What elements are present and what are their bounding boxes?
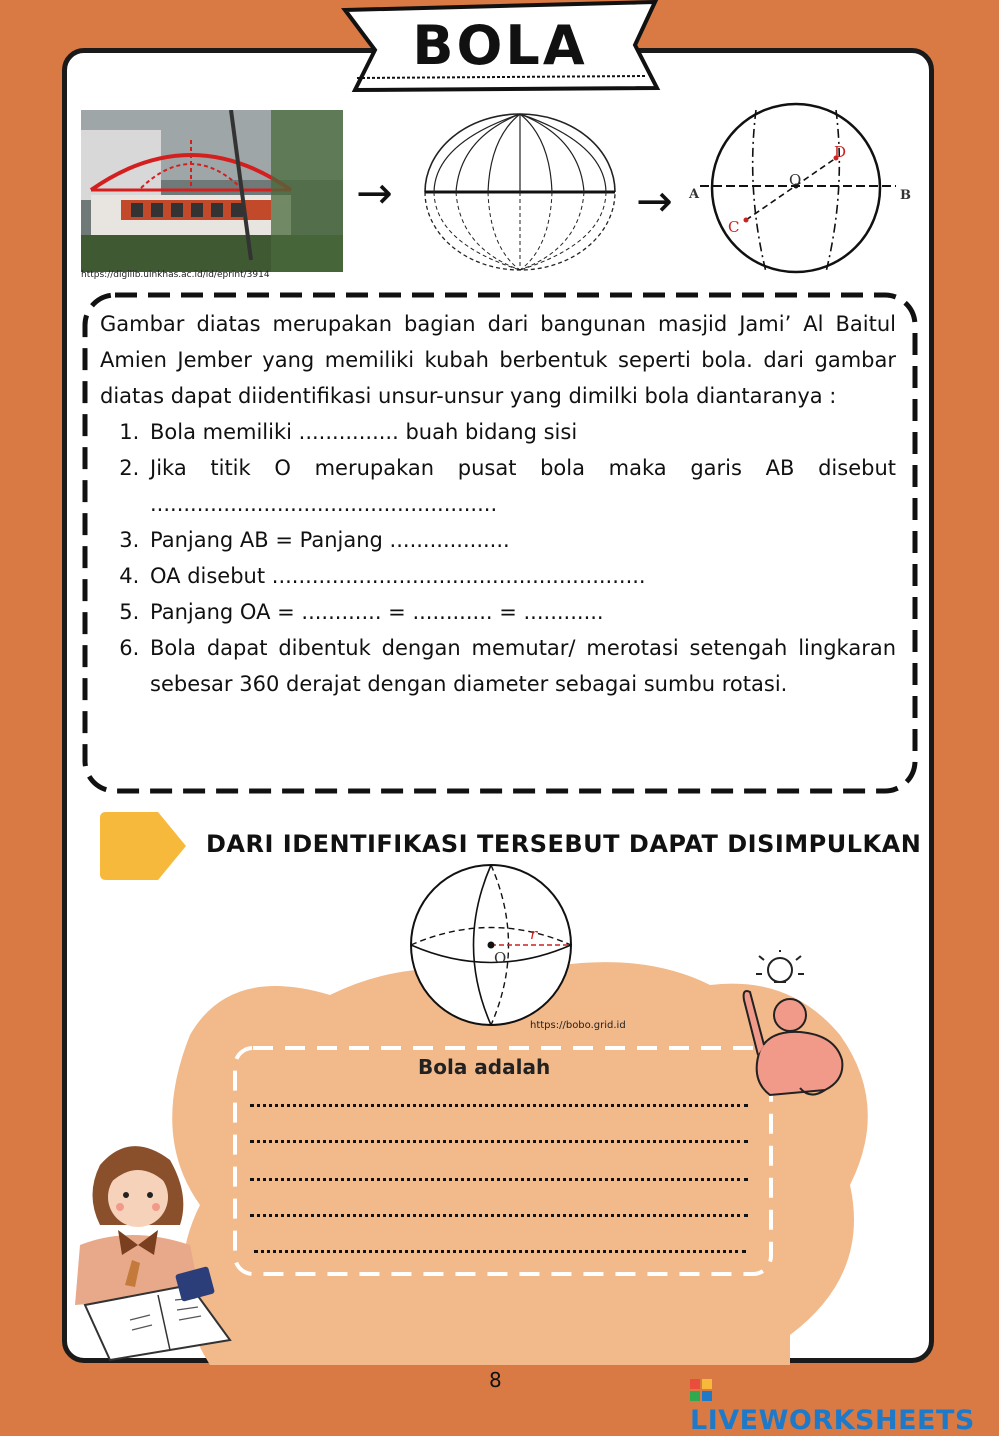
heading-tag-shape bbox=[100, 812, 186, 880]
list-item: 4. OA disebut ........................................................ bbox=[146, 558, 896, 594]
center-label: O bbox=[494, 949, 507, 967]
point-o-label: O bbox=[789, 171, 802, 189]
answer-line[interactable] bbox=[250, 1214, 748, 1217]
photo-credit: https://digilib.uinkhas.ac.id/id/eprint/3914 bbox=[81, 270, 270, 280]
list-item: 2. Jika titik O merupakan pusat bola maka garis AB disebut .................................................... bbox=[146, 450, 896, 522]
brand-logo bbox=[690, 1374, 999, 1436]
sphere-radius-diagram bbox=[408, 862, 578, 1032]
page-title: BOLA bbox=[412, 14, 588, 77]
identification-text bbox=[100, 306, 896, 702]
arrow-right-icon: → bbox=[636, 176, 673, 227]
sphere-image-credit: https://bobo.grid.id bbox=[530, 1020, 626, 1031]
element-list bbox=[100, 414, 896, 702]
list-item: 1. Bola memiliki ............... buah bidang sisi bbox=[146, 414, 896, 450]
point-a-label: A bbox=[689, 187, 700, 202]
brand-icon bbox=[690, 1379, 712, 1401]
answer-line[interactable] bbox=[250, 1140, 748, 1143]
list-item: 6. Bola dapat dibentuk dengan memutar/ merotasi setengah lingkaran sebesar 360 derajat dengan diameter sebagai sumbu rotasi. bbox=[146, 630, 896, 702]
thinking-person-illustration bbox=[730, 950, 854, 1100]
conclusion-heading: DARI IDENTIFIKASI TERSEBUT DAPAT DISIMPULKAN bbox=[206, 830, 922, 858]
student-girl-illustration bbox=[70, 1135, 245, 1365]
mosque-photo bbox=[81, 110, 343, 272]
answer-line[interactable] bbox=[254, 1250, 746, 1253]
answer-line[interactable] bbox=[250, 1178, 748, 1181]
answer-box bbox=[232, 1045, 774, 1277]
point-d-label: D bbox=[834, 143, 847, 161]
sphere-elements-diagram bbox=[686, 100, 916, 280]
page-number: 8 bbox=[489, 1368, 502, 1392]
list-item: 3. Panjang AB = Panjang .................. bbox=[146, 522, 896, 558]
answer-line[interactable] bbox=[250, 1104, 748, 1107]
list-item: 5. Panjang OA = ............ = ............ = ............ bbox=[146, 594, 896, 630]
sphere-wireframe-diagram bbox=[420, 108, 620, 278]
brand-name: LIVEWORKSHEETS bbox=[690, 1405, 975, 1436]
point-b-label: B bbox=[900, 188, 911, 203]
intro-paragraph: Gambar diatas merupakan bagian dari bangunan masjid Jami’ Al Baitul Amien Jember yang memiliki kubah berbentuk seperti bola. dari gambar diatas dapat diidentifikasi unsur-unsur yang dimilki bola diantaranya : bbox=[100, 312, 896, 408]
arrow-right-icon: → bbox=[356, 168, 393, 219]
answer-title: Bola adalah bbox=[418, 1055, 551, 1079]
point-c-label: C bbox=[728, 218, 740, 236]
radius-label: r bbox=[530, 925, 538, 943]
